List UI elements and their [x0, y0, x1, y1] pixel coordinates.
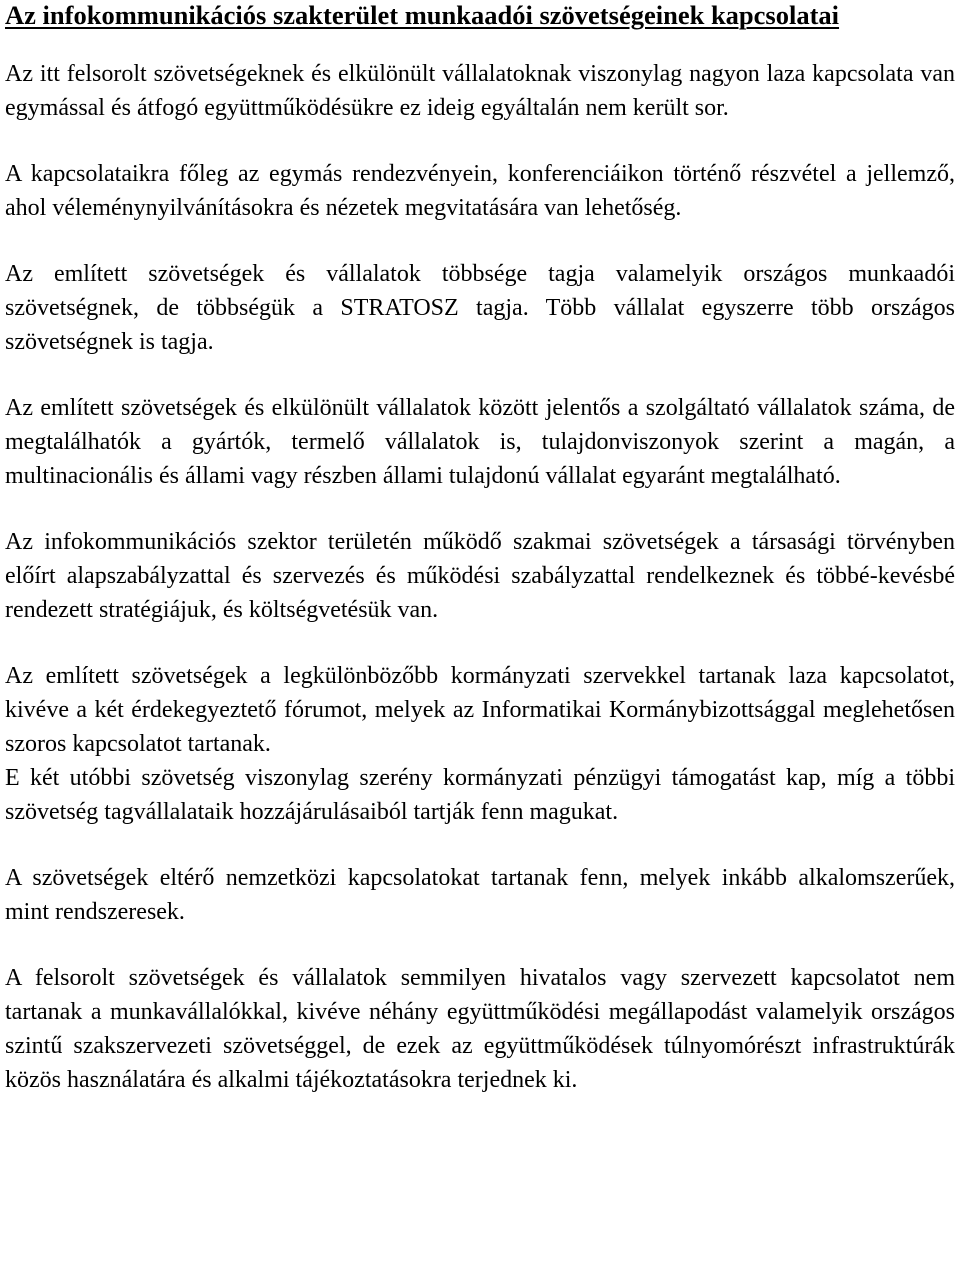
paragraph-7: E két utóbbi szövetség viszonylag szerény kormányzati pénzügyi támogatást kap, míg a többi szövetség tagvállalataik hozzájárulásaiból tartják fenn magukat.: [5, 765, 955, 825]
paragraph-1: Az itt felsorolt szövetségeknek és elkülönült vállalatoknak viszonylag nagyon laza kapcsolata van egymással és átfogó együttműködésükre ez ideig egyáltalán nem került sor.: [5, 61, 955, 121]
document-title: Az infokommunikációs szakterület munkaadói szövetségeinek kapcsolatai: [5, 0, 840, 30]
paragraph-4: Az említett szövetségek és elkülönült vállalatok között jelentős a szolgáltató vállalatok száma, de megtalálhatók a gyártók, termelő vállalatok is, tulajdonviszonyok szerint a magán, a multinacionális és állami vagy részben állami tulajdonú vállalat egyaránt megtalálható.: [5, 395, 955, 489]
paragraph-5: Az infokommunikációs szektor területén működő szakmai szövetségek a társasági törvényben előírt alapszabályzattal és szervezés és működési szabályzattal rendelkeznek és többé-kevésbé rendezett stratégiájuk, és költségvetésük van.: [5, 529, 955, 623]
document-page: [5, 0, 955, 1097]
paragraph-6: Az említett szövetségek a legkülönbözőbb kormányzati szervekkel tartanak laza kapcsolatot, kivéve a két érdekegyeztető fórumot, melyek az Informatikai Kormánybizottsággal meglehetősen szoros kapcsolatot tartanak.: [5, 663, 955, 757]
paragraph-2: A kapcsolataikra főleg az egymás rendezvényein, konferenciáikon történő részvétel a jellemző, ahol véleménynyilvánításokra és nézetek megvitatására van lehetőség.: [5, 161, 955, 221]
paragraph-8: A szövetségek eltérő nemzetközi kapcsolatokat tartanak fenn, melyek inkább alkalomszerűek, mint rendszeresek.: [5, 865, 955, 925]
paragraph-9: A felsorolt szövetségek és vállalatok semmilyen hivatalos vagy szervezett kapcsolatot nem tartanak a munkavállalókkal, kivéve néhány együttműködési megállapodást valamelyik országos szintű szakszervezeti szövetséggel, de ezek az együttműködések túlnyomórészt infrastruktúrák közös használatára és alkalmi tájékoztatásokra terjednek ki.: [5, 965, 955, 1093]
paragraph-3: Az említett szövetségek és vállalatok többsége tagja valamelyik országos munkaadói szövetségnek, de többségük a STRATOSZ tagja. Több vállalat egyszerre több országos szövetségnek is tagja.: [5, 261, 955, 355]
